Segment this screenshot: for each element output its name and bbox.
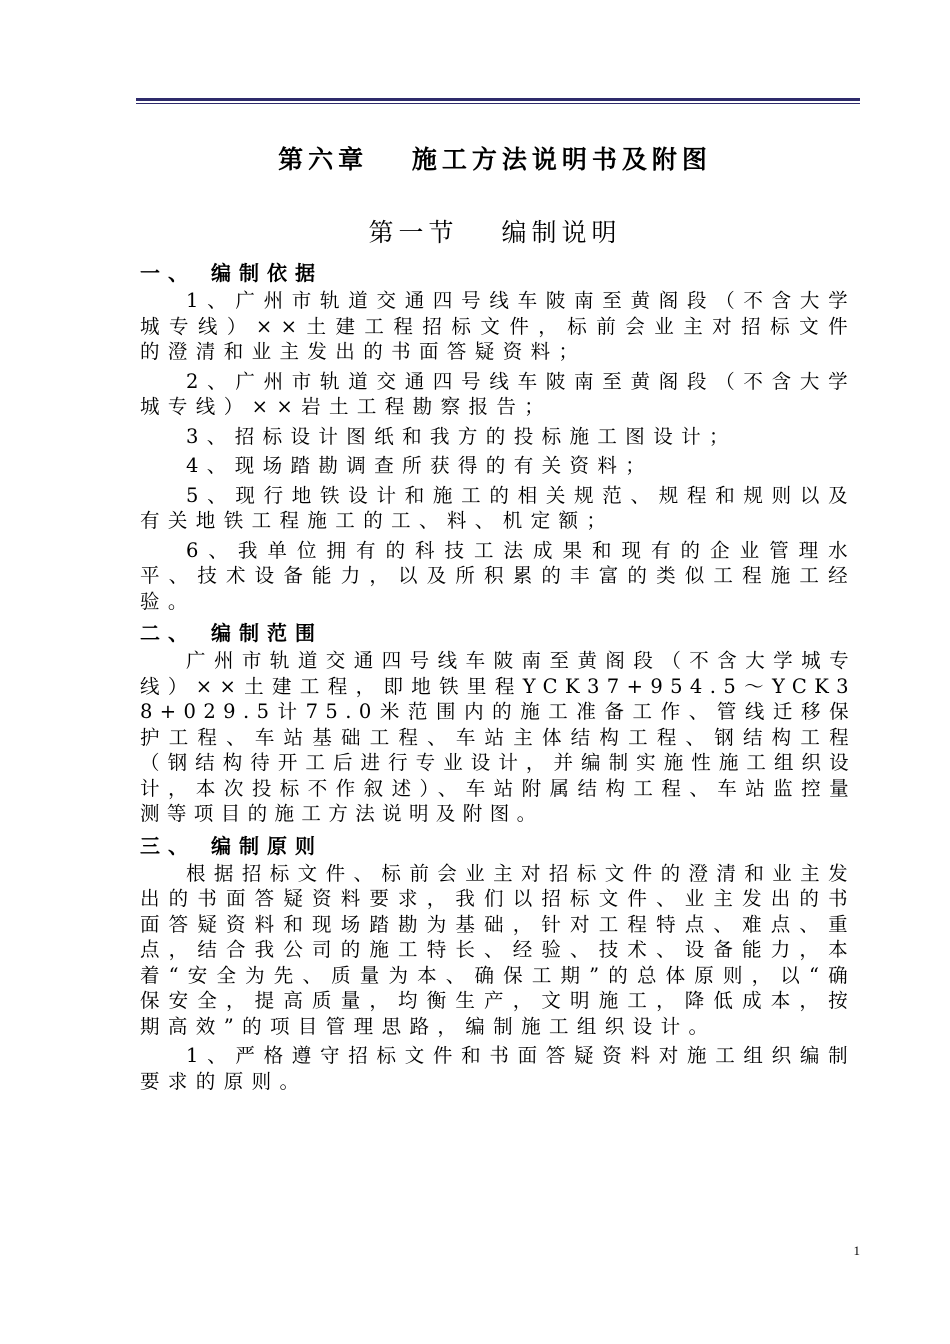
chapter-title: 第六章 施工方法说明书及附图 [278, 145, 712, 174]
heading-principles: 三、 编制原则 [140, 833, 323, 858]
paragraph: 广州市轨道交通四号线车陂南至黄阁段（不含大学城专线）××土建工程，即地铁里程YCK37+954.5～YCK38+029.5计75.0米范围内的施工准备工作、管线迁移保护工程、车站基础工程、车站主体结构工程、钢结构工程（钢结构待开工后进行专业设计，并编制实施性施工组织设计，本次投标不作叙述）、车站附属结构工程、车站监控量测等项目的施工方法说明及附图。 [140, 649, 856, 825]
paragraph: 3、招标设计图纸和我方的投标施工图设计； [186, 424, 737, 448]
heading-scope: 二、 编制范围 [140, 621, 323, 645]
page-number: 1 [853, 1243, 860, 1258]
paragraph: 1、严格遵守招标文件和书面答疑资料对施工组织编制要求的原则。 [140, 1044, 856, 1093]
paragraph: 1、广州市轨道交通四号线车陂南至黄阁段（不含大学城专线）××土建工程招标文件，标前会业主对招标文件的澄清和业主发出的书面答疑资料； [140, 289, 856, 363]
paragraph: 根据招标文件、标前会业主对招标文件的澄清和业主发出的书面答疑资料要求，我们以招标文件、业主发出的书面答疑资料和现场踏勘为基础，针对工程特点、难点、重点，结合我公司的施工特长、经验、技术、设备能力，本着“安全为先、质量为本、确保工期”的总体原则，以“确保安全，提高质量，均衡生产，文明施工，降低成本，按期高效”的项目管理思路，编制施工组织设计。 [140, 861, 856, 1038]
paragraph: 4、现场踏勘调查所获得的有关资料； [186, 454, 654, 477]
document-body [140, 258, 856, 1098]
paragraph: 5、现行地铁设计和施工的相关规范、规程和规则以及有关地铁工程施工的工、料、机定额； [140, 483, 856, 532]
paragraph: 2、广州市轨道交通四号线车陂南至黄阁段（不含大学城专线）××岩土工程勘察报告； [140, 369, 856, 418]
header-rule-thin [136, 103, 860, 104]
section-title: 第一节 编制说明 [368, 218, 622, 247]
paragraph: 6、我单位拥有的科技工法成果和现有的企业管理水平、技术设备能力，以及所积累的丰富的类似工程施工经验。 [140, 538, 856, 613]
header-rule-thick [136, 98, 860, 101]
heading-basis: 一、 编制依据 [140, 261, 323, 285]
